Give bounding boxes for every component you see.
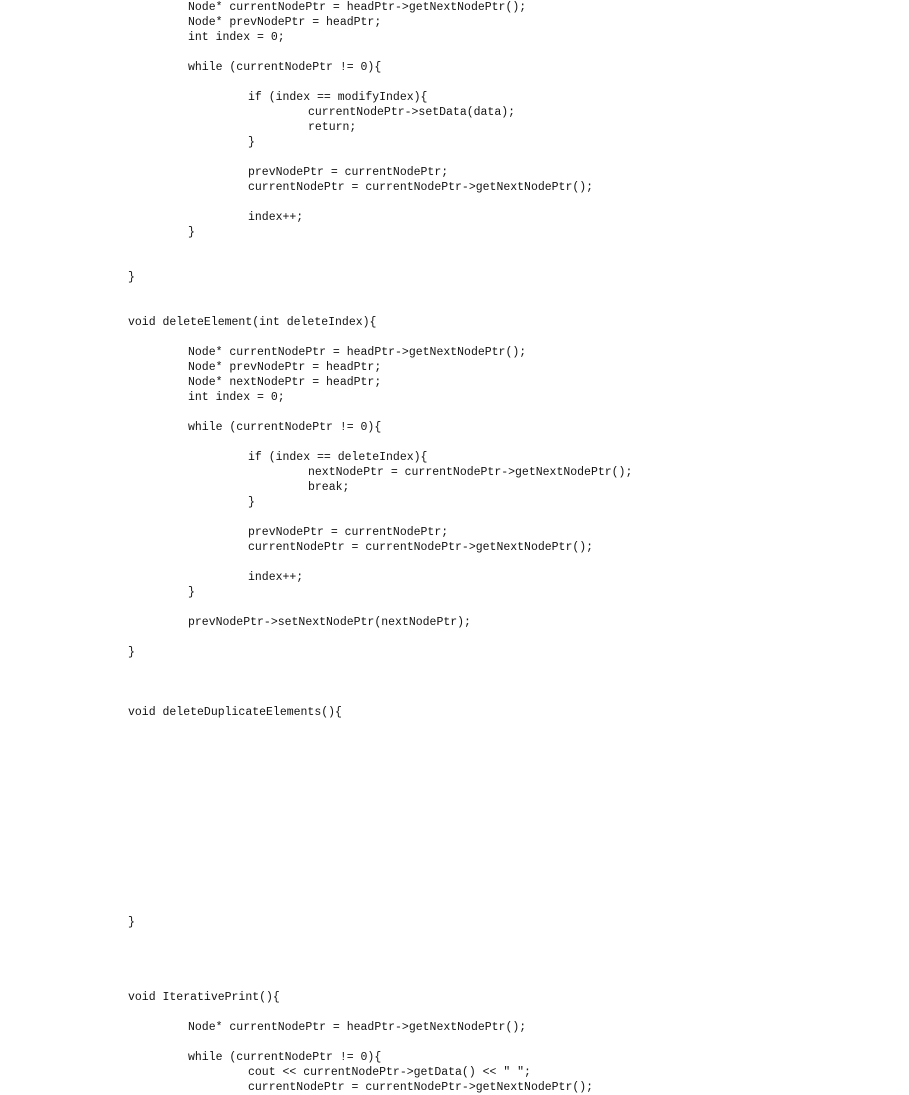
code-line: prevNodePtr = currentNodePtr; [248,526,449,539]
code-line: } [128,271,135,284]
code-line: currentNodePtr->setData(data); [308,106,516,119]
code-line: break; [308,481,350,494]
code-line: } [188,586,195,599]
code-line: if (index == deleteIndex){ [248,451,428,464]
code-line: index++; [248,211,304,224]
code-line: void deleteElement(int deleteIndex){ [128,316,377,329]
code-line: void deleteDuplicateElements(){ [128,706,342,719]
code-line: prevNodePtr->setNextNodePtr(nextNodePtr); [188,616,471,629]
code-line: currentNodePtr = currentNodePtr->getNextNodePtr(); [248,181,594,194]
code-line: if (index == modifyIndex){ [248,91,428,104]
code-line: int index = 0; [188,31,285,44]
code-line: Node* prevNodePtr = headPtr; [188,16,382,29]
code-line: } [188,226,195,239]
code-line: } [128,916,135,929]
code-line: int index = 0; [188,391,285,404]
code-line: } [128,646,135,659]
code-line: Node* nextNodePtr = headPtr; [188,376,382,389]
code-line: Node* currentNodePtr = headPtr->getNextNodePtr(); [188,1021,527,1034]
code-line: while (currentNodePtr != 0){ [188,1051,382,1064]
code-line: Node* prevNodePtr = headPtr; [188,361,382,374]
code-line: Node* currentNodePtr = headPtr->getNextNodePtr(); [188,346,527,359]
code-line: } [248,496,255,509]
code-line: while (currentNodePtr != 0){ [188,421,382,434]
code-line: return; [308,121,357,134]
code-line: currentNodePtr = currentNodePtr->getNextNodePtr(); [248,1081,594,1094]
code-line: index++; [248,571,304,584]
code-line: nextNodePtr = currentNodePtr->getNextNodePtr(); [308,466,633,479]
code-line: prevNodePtr = currentNodePtr; [248,166,449,179]
code-line: currentNodePtr = currentNodePtr->getNextNodePtr(); [248,541,594,554]
code-line: while (currentNodePtr != 0){ [188,61,382,74]
code-line: } [248,136,255,149]
code-line: cout << currentNodePtr->getData() << " "; [248,1066,531,1079]
code-line: void IterativePrint(){ [128,991,280,1004]
code-line: Node* currentNodePtr = headPtr->getNextNodePtr(); [188,1,527,14]
